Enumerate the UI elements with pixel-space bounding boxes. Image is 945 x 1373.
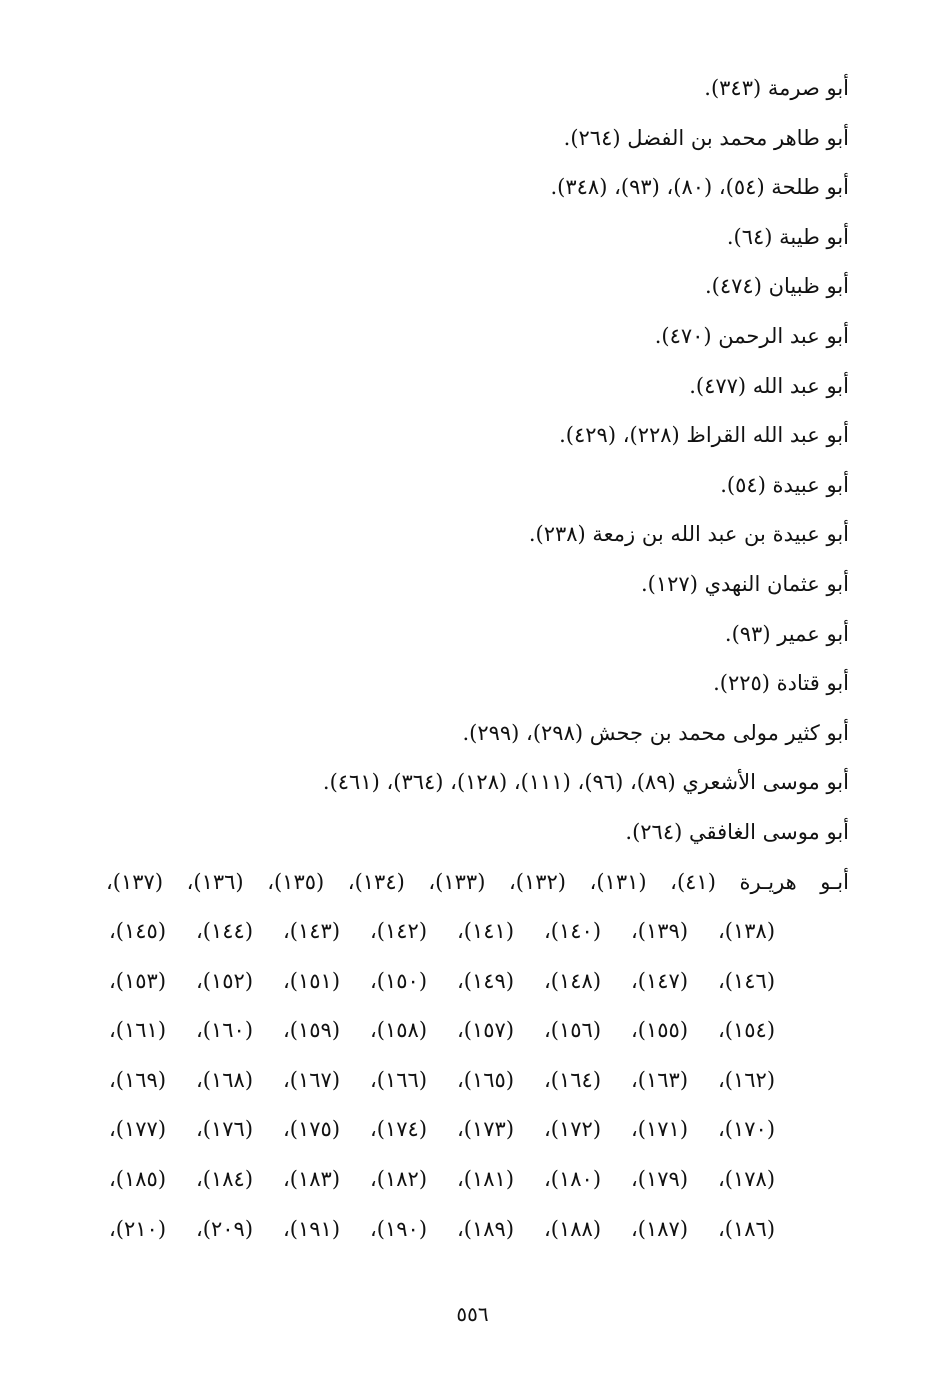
index-entry: أبو طاهر محمد بن الفضل (٢٦٤). — [563, 125, 849, 150]
index-entry: أبو عثمان النهدي (١٢٧). — [640, 571, 849, 596]
index-entry-continuation: (١٨٦)، (١٨٧)، (١٨٨)، (١٨٩)، (١٩٠)، (١٩١)، (٢٠٩)، (٢١٠)، — [109, 1216, 776, 1241]
index-entry: أبو كثير مولى محمد بن جحش (٢٩٨)، (٢٩٩). — [462, 720, 849, 745]
index-entry: أبو موسى الأشعري (٨٩)، (٩٦)، (١١١)، (١٢٨)، (٣٦٤)، (٤٦١). — [322, 770, 849, 795]
index-entry: أبو عبد الله (٤٧٧). — [689, 373, 849, 398]
index-entry: أبو صرمة (٣٤٣). — [704, 76, 849, 100]
index-entry: أبو قتادة (٢٢٥). — [713, 671, 849, 696]
index-entry-continuation: (١٥٤)، (١٥٥)، (١٥٦)، (١٥٧)، (١٥٨)، (١٥٩)، (١٦٠)، (١٦١)، — [109, 1018, 776, 1043]
index-entry-continuation: (١٣٨)، (١٣٩)، (١٤٠)، (١٤١)، (١٤٢)، (١٤٣)، (١٤٤)، (١٤٥)، — [109, 919, 776, 944]
page-number: ٥٥٦ — [456, 1302, 489, 1326]
index-entry: أبو ظبيان (٤٧٤). — [705, 274, 849, 299]
index-entry: أبو طيبة (٦٤). — [726, 224, 849, 249]
index-entry-continuation: (١٤٦)، (١٤٧)، (١٤٨)، (١٤٩)، (١٥٠)، (١٥١)، (١٥٢)، (١٥٣)، — [109, 968, 776, 993]
index-entry-continuation: (١٧٨)، (١٧٩)، (١٨٠)، (١٨١)، (١٨٢)، (١٨٣)، (١٨٤)، (١٨٥)، — [109, 1167, 776, 1192]
index-entry: أبو موسى الغافقي (٢٦٤). — [625, 819, 849, 844]
index-entry-continuation: (١٧٠)، (١٧١)، (١٧٢)، (١٧٣)، (١٧٤)، (١٧٥)، (١٧٦)، (١٧٧)، — [109, 1117, 776, 1142]
index-entry: أبو عبيدة (٥٤). — [720, 472, 849, 497]
index-entry: أبو طلحة (٥٤)، (٨٠)، (٩٣)، (٣٤٨). — [550, 175, 849, 200]
index-entry: أبو عبد الله القراظ (٢٢٨)، (٤٢٩). — [559, 423, 849, 448]
index-entry-abu-hurayra: أبـو هريـرة (٤١)، (١٣١)، (١٣٢)، (١٣٣)، (١٣٤)، (١٣٥)، (١٣٦)، (١٣٧)، — [106, 869, 849, 894]
index-entry: أبو عبد الرحمن (٤٧٠). — [654, 323, 849, 348]
index-entry-continuation: (١٦٢)، (١٦٣)، (١٦٤)، (١٦٥)، (١٦٦)، (١٦٧)، (١٦٨)، (١٦٩)، — [109, 1067, 776, 1092]
index-entry: أبو عمير (٩٣). — [724, 621, 849, 646]
index-entry: أبو عبيدة بن عبد الله بن زمعة (٢٣٨). — [528, 522, 849, 547]
index-entries — [89, 64, 849, 1254]
